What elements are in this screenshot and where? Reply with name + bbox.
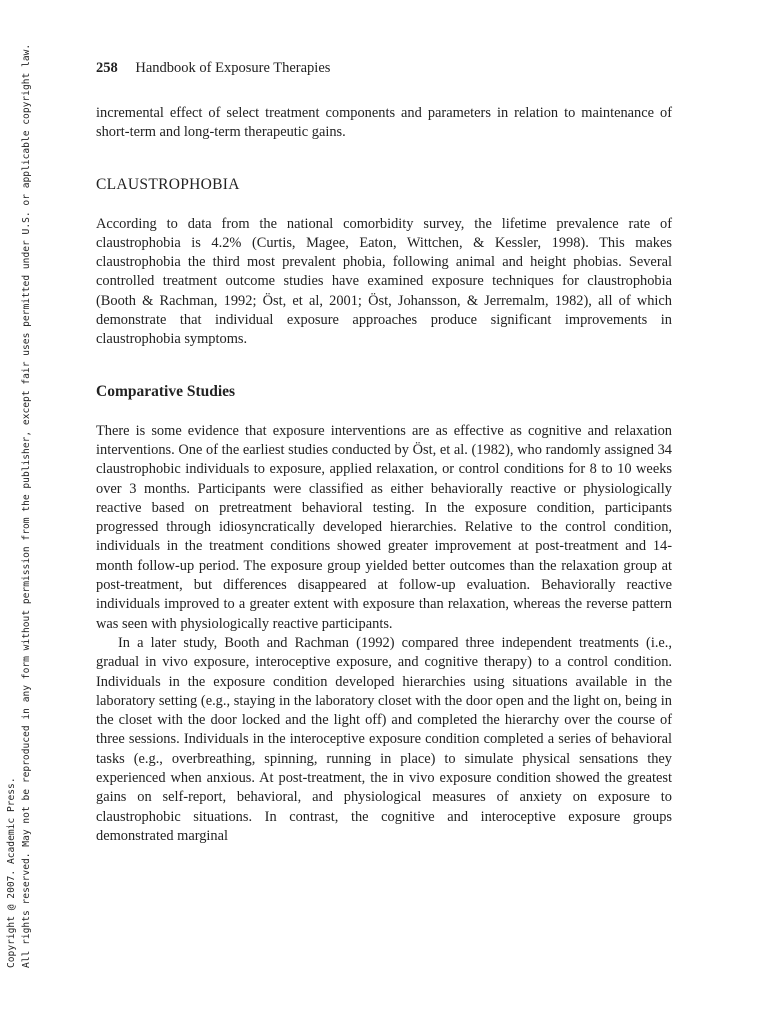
page-content [96, 58, 672, 846]
copyright-line: Copyright @ 2007. Academic Press. [6, 777, 17, 968]
book-title: Handbook of Exposure Therapies [135, 60, 331, 76]
page-number: 258 [96, 60, 118, 76]
body-paragraph: In a later study, Booth and Rachman (1992) compared three independent treatments (i.e., gradual in vivo exposure, interoceptive exposure, and cognitive therapy) to a control condition. Individuals in the exposure condition developed hierarchies using situations available in the laboratory setting (e.g., staying in the laboratory closet with the door open and the light on, being in the closet with the door locked and the light off) and completed the hierarchy over the course of three sessions. Individuals in the interoceptive exposure condition completed a series of behavioral tasks (e.g., overbreathing, spinning, running in place) to simulate physical sensations they experienced when anxious. At post-treatment, the in vivo exposure condition showed the greatest gains on self-report, behavioral, and physiological measures of anxiety on exposure to claustrophobic situations. In contrast, the cognitive and interoceptive exposure groups demonstrated marginal [96, 634, 672, 844]
intro-paragraph: incremental effect of select treatment components and parameters in relation to maintenance of short-term and long-term therapeutic gains. [96, 105, 672, 141]
section-paragraph: According to data from the national comorbidity survey, the lifetime prevalence rate of claustrophobia is 4.2% (Curtis, Magee, Eaton, Wittchen, & Kessler, 1998). This makes claustrophobia the third most prevalent phobia, following animal and height phobias. Several controlled treatment outcome studies have examined exposure techniques for claustrophobia (Booth & Rachman, 1992; Öst, et al, 2001; Öst, Johansson, & Jerremalm, 1982), all of which demonstrate that individual exposure approaches produce significant improvements in claustrophobia symptoms. [96, 215, 672, 348]
body-paragraph: There is some evidence that exposure interventions are as effective as cognitive and relaxation interventions. One of the earliest studies conducted by Öst, et al. (1982), who randomly assigned 34 claustrophobic individuals to exposure, applied relaxation, or control conditions for 8 to 10 weeks over 3 months. Participants were classified as either behaviorally reactive or physiologically reactive based on pretreatment behavioral testing. In the exposure condition, participants progressed through idiosyncratically developed hierarchies. Relative to the control condition, individuals in the treatment conditions showed greater improvement at post-treatment and 14-month follow-up period. The exposure group yielded better outcomes than the relaxation group at post-treatment, but differences disappeared at follow-up evaluation. Behaviorally reactive individuals improved to a greater extent with exposure than relaxation, whereas the reverse pattern was seen with physiologically reactive participants. [96, 422, 672, 632]
section-heading: CLAUSTROPHOBIA [96, 175, 240, 193]
subsection-heading: Comparative Studies [96, 382, 236, 400]
copyright-notice [4, 43, 34, 968]
rights-reserved-line: All rights reserved. May not be reproduced in any form without permission from the publisher, except fair uses permitted under U.S. or applicable copyright law. [21, 43, 32, 968]
running-head [96, 58, 672, 78]
